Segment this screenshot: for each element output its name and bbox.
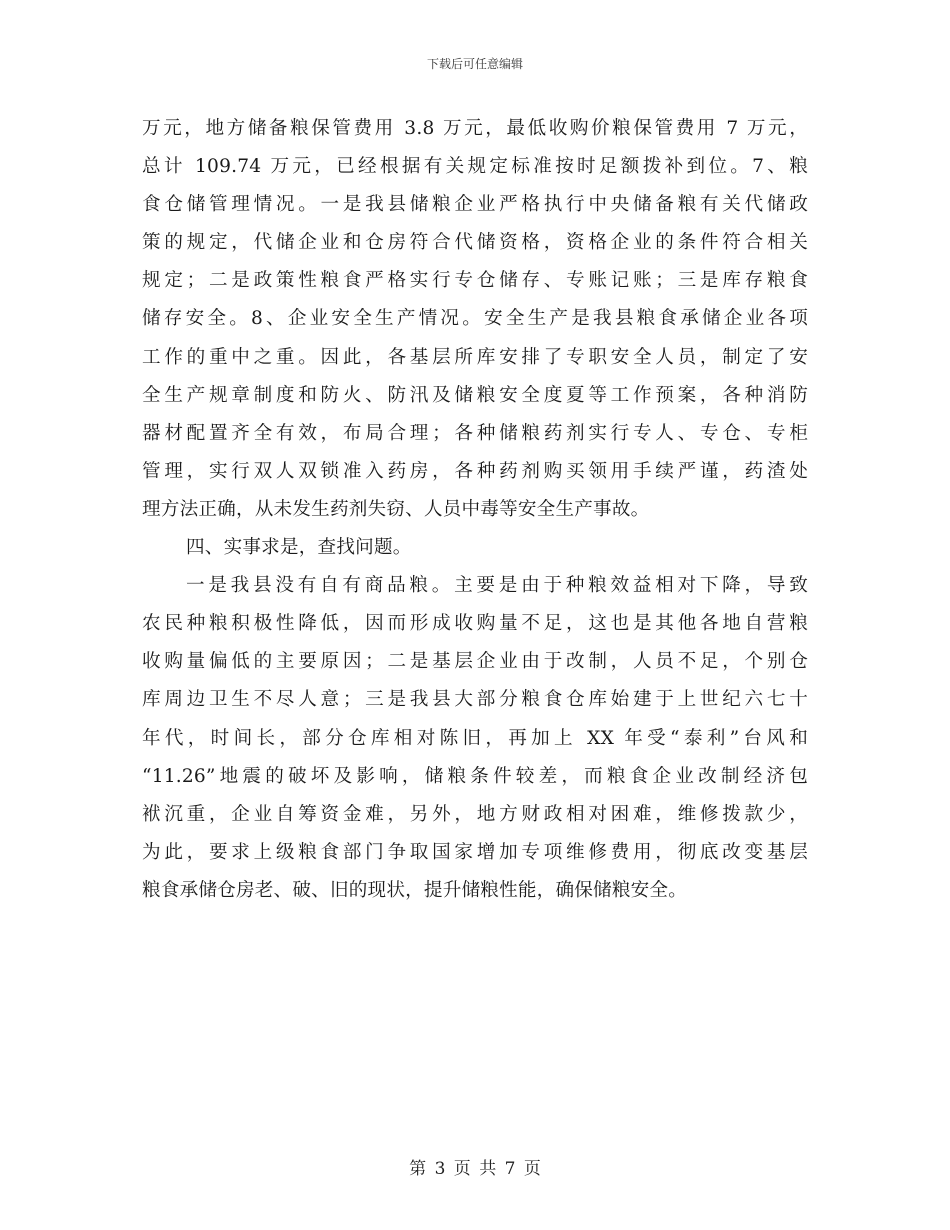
page-footer: 第 3 页 共 7 页: [409, 1159, 541, 1179]
text-line: 袱沉重，企业自筹资金难，另外，地方财政相对困难，维修拨款少，: [142, 803, 808, 825]
text-line: 农民种粮积极性降低，因而形成收购量不足，这也是其他各地自营粮: [142, 613, 808, 635]
text-line: 一是我县没有自有商品粮。主要是由于种粮效益相对下降，导致: [186, 575, 808, 597]
text-line: 总计 109.74 万元，已经根据有关规定标准按时足额拨补到位。7、粮: [142, 156, 808, 178]
page-header: 下载后可任意编辑: [426, 57, 523, 71]
text-line: 为此，要求上级粮食部门争取国家增加专项维修费用，彻底改变基层: [142, 841, 808, 863]
text-line: 万元，地方储备粮保管费用 3.8 万元，最低收购价粮保管费用 7 万元，: [142, 118, 808, 139]
text-line: 收购量偏低的主要原因；二是基层企业由于改制，人员不足，个别仓: [142, 651, 808, 673]
text-line: 策的规定，代储企业和仓房符合代储资格，资格企业的条件符合相关: [142, 232, 808, 254]
text-line: 储存安全。8、企业安全生产情况。安全生产是我县粮食承储企业各项: [142, 308, 808, 330]
text-line: 器材配置齐全有效，布局合理；各种储粮药剂实行专人、专仓、专柜: [142, 422, 808, 444]
text-line: 理方法正确，从未发生药剂失窃、人员中毒等安全生产事故。: [142, 498, 650, 520]
text-line: 食仓储管理情况。一是我县储粮企业严格执行中央储备粮有关代储政: [142, 194, 808, 216]
text-line: 库周边卫生不尽人意；三是我县大部分粮食仓库始建于上世纪六七十: [142, 689, 808, 711]
paragraph-2: [142, 567, 808, 910]
text-line: “11.26”地震的破坏及影响，储粮条件较差，而粮食企业改制经济包: [142, 765, 808, 787]
text-line: 工作的重中之重。因此，各基层所库安排了专职安全人员，制定了安: [142, 346, 808, 368]
text-line: 全生产规章制度和防火、防汛及储粮安全度夏等工作预案，各种消防: [142, 384, 808, 406]
text-line: 管理，实行双人双锁准入药房，各种药剂购买领用手续严谨，药渣处: [142, 460, 808, 482]
section-heading: [142, 529, 808, 567]
paragraph-1: [142, 110, 808, 529]
text-line: 规定；二是政策性粮食严格实行专仓储存、专账记账；三是库存粮食: [142, 270, 808, 292]
document-body: [142, 110, 808, 910]
text-line: 粮食承储仓房老、破、旧的现状，提升储粮性能，确保储粮安全。: [142, 879, 688, 901]
text-line: 年代，时间长，部分仓库相对陈旧，再加上 XX 年受“泰利”台风和: [142, 727, 808, 749]
heading-line: 四、实事求是，查找问题。: [186, 537, 412, 559]
